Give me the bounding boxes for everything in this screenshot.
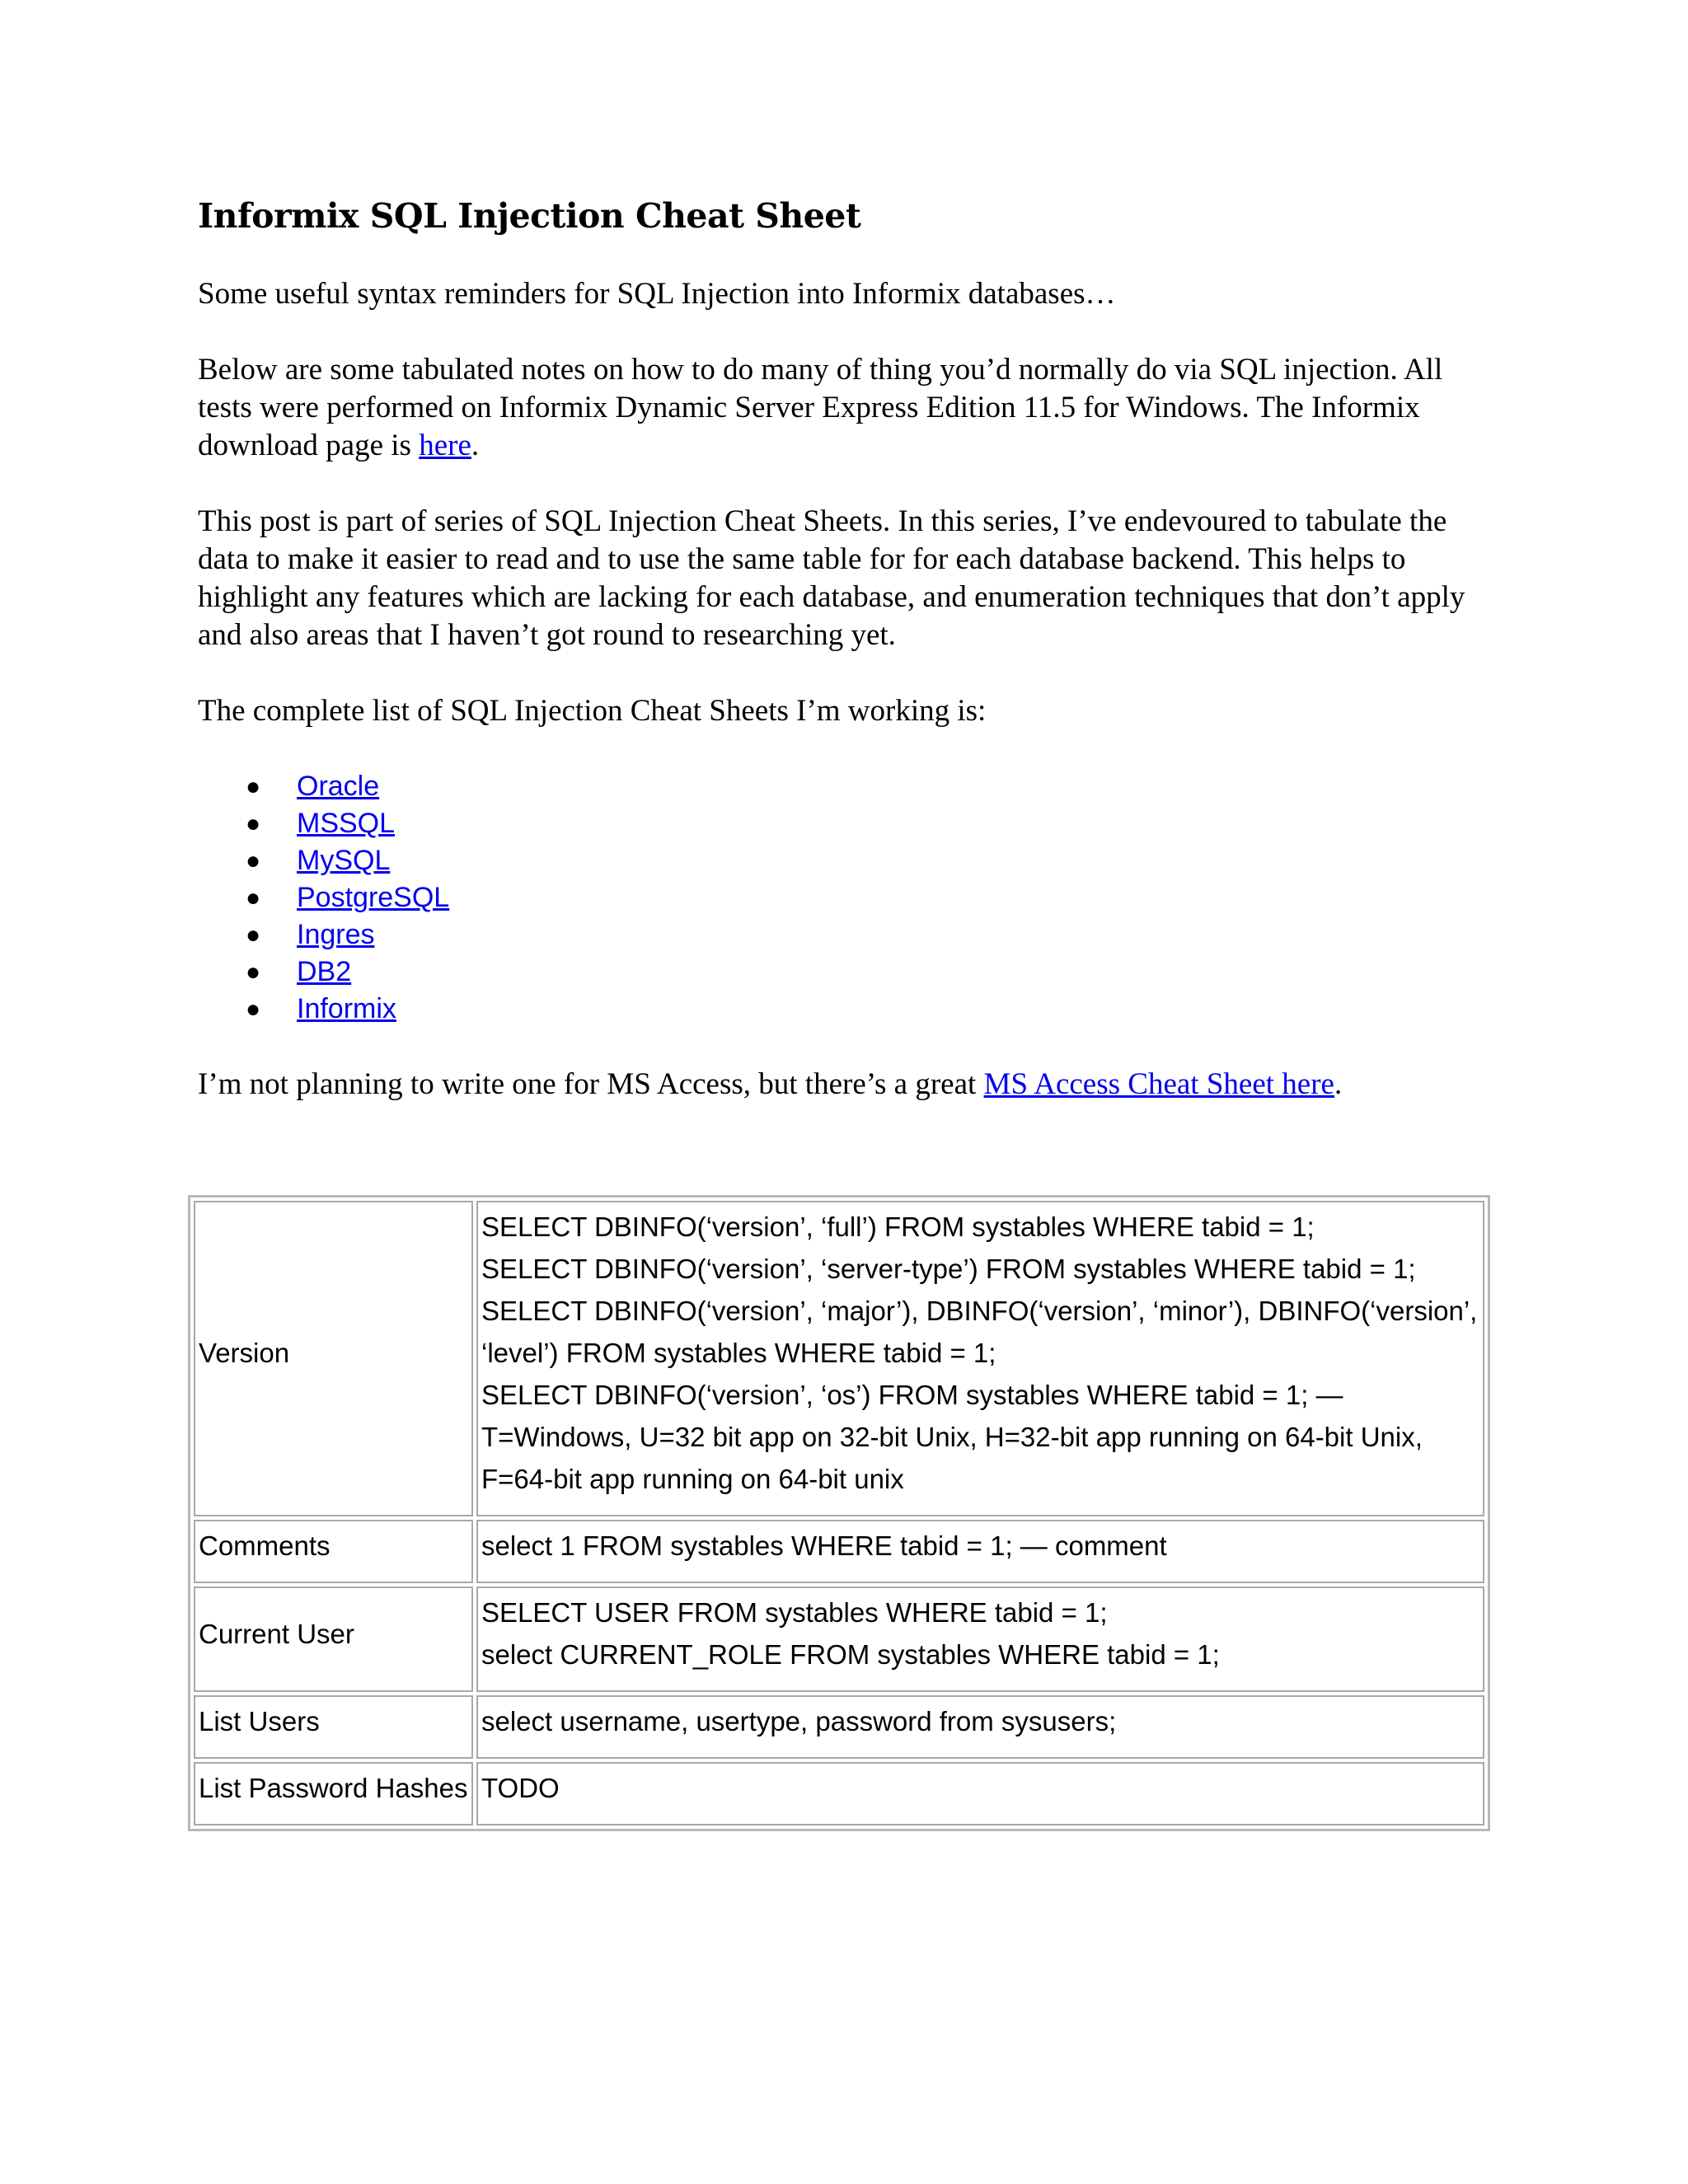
row-label-current-user: Current User <box>194 1586 473 1692</box>
link-ingres[interactable]: Ingres <box>297 919 375 950</box>
cheat-sheet-list <box>198 768 1500 1028</box>
link-postgresql[interactable]: PostgreSQL <box>297 882 450 913</box>
list-item <box>198 805 1500 842</box>
list-intro: The complete list of SQL Injection Cheat Sheets I’m working is: <box>198 694 987 728</box>
row-label-version: Version <box>194 1201 473 1516</box>
row-value-comments <box>476 1520 1484 1583</box>
bullet-icon: ● <box>246 884 261 912</box>
access-note-text: I’m not planning to write one for MS Access, but there’s a great <box>198 1067 984 1101</box>
table-row <box>194 1201 1484 1516</box>
link-mssql[interactable]: MSSQL <box>297 808 396 839</box>
version-line: SELECT DBINFO(‘version’, ‘server-type’) FROM systables WHERE tabid = 1; <box>481 1254 1416 1284</box>
tests-paragraph-text: Below are some tabulated notes on how to do many of thing you’d normally do via SQL injection. All tests were performed on Informix Dynamic Server Express Edition 11.5 for Windows. The Informix download page is <box>198 353 1443 462</box>
tests-paragraph <box>198 351 1500 465</box>
bullet-icon: ● <box>246 847 261 874</box>
version-line: SELECT DBINFO(‘version’, ‘os’) FROM systables WHERE tabid = 1; — T=Windows, U=32 bit app on 32-bit Unix, H=32-bit app running on 64-bit Unix, F=64-bit app running on 64-bit unix <box>481 1380 1423 1494</box>
comments-line: select 1 FROM systables WHERE tabid = 1; — comment <box>481 1530 1167 1561</box>
bullet-icon: ● <box>246 996 261 1023</box>
bullet-icon: ● <box>246 958 261 986</box>
list-item <box>198 954 1500 991</box>
row-label-comments: Comments <box>194 1520 473 1583</box>
list-item <box>198 916 1500 954</box>
informix-download-link[interactable]: here <box>419 429 471 462</box>
bullet-icon: ● <box>246 921 261 949</box>
current-user-line: select CURRENT_ROLE FROM systables WHERE tabid = 1; <box>481 1639 1220 1670</box>
link-mysql[interactable]: MySQL <box>297 845 391 876</box>
link-informix[interactable]: Informix <box>297 993 396 1024</box>
table-row <box>194 1520 1484 1583</box>
version-line: SELECT DBINFO(‘version’, ‘full’) FROM systables WHERE tabid = 1; <box>481 1212 1315 1242</box>
row-label-list-password-hashes: List Password Hashes <box>194 1762 473 1825</box>
cheat-sheet-table <box>188 1195 1490 1831</box>
series-paragraph: This post is part of series of SQL Injection Cheat Sheets. In this series, I’ve endevoured to tabulate the data to make it easier to read and to use the same table for for each database backend. This helps to highlight any features which are lacking for each database, and enumeration techniques that don’t apply and also areas that I haven’t got round to researching yet. <box>198 504 1465 652</box>
table-row <box>194 1762 1484 1825</box>
row-value-list-password-hashes <box>476 1762 1484 1825</box>
article-body <box>198 196 1500 1141</box>
row-value-version <box>476 1201 1484 1516</box>
list-item <box>198 879 1500 916</box>
list-item <box>198 768 1500 805</box>
bullet-icon: ● <box>246 810 261 837</box>
current-user-line: SELECT USER FROM systables WHERE tabid = 1; <box>481 1597 1108 1628</box>
ms-access-cheat-sheet-link[interactable]: MS Access Cheat Sheet here <box>983 1067 1334 1101</box>
list-item <box>198 991 1500 1028</box>
access-note <box>198 1066 1500 1104</box>
link-db2[interactable]: DB2 <box>297 956 352 987</box>
row-label-list-users: List Users <box>194 1695 473 1759</box>
list-item <box>198 842 1500 879</box>
page-title: Informix SQL Injection Cheat Sheet <box>198 196 861 236</box>
table-row <box>194 1695 1484 1759</box>
access-note-end: . <box>1334 1067 1343 1101</box>
intro-paragraph: Some useful syntax reminders for SQL Injection into Informix databases… <box>198 277 1116 311</box>
tests-paragraph-end: . <box>471 429 480 462</box>
list-password-hashes-line: TODO <box>481 1773 560 1803</box>
list-users-line: select username, usertype, password from sysusers; <box>481 1706 1117 1736</box>
link-oracle[interactable]: Oracle <box>297 771 380 802</box>
row-value-current-user <box>476 1586 1484 1692</box>
row-value-list-users <box>476 1695 1484 1759</box>
table-row <box>194 1586 1484 1692</box>
version-line: SELECT DBINFO(‘version’, ‘major’), DBINFO(‘version’, ‘minor’), DBINFO(‘version’, ‘level’) FROM systables WHERE tabid = 1; <box>481 1296 1478 1368</box>
bullet-icon: ● <box>246 773 261 800</box>
